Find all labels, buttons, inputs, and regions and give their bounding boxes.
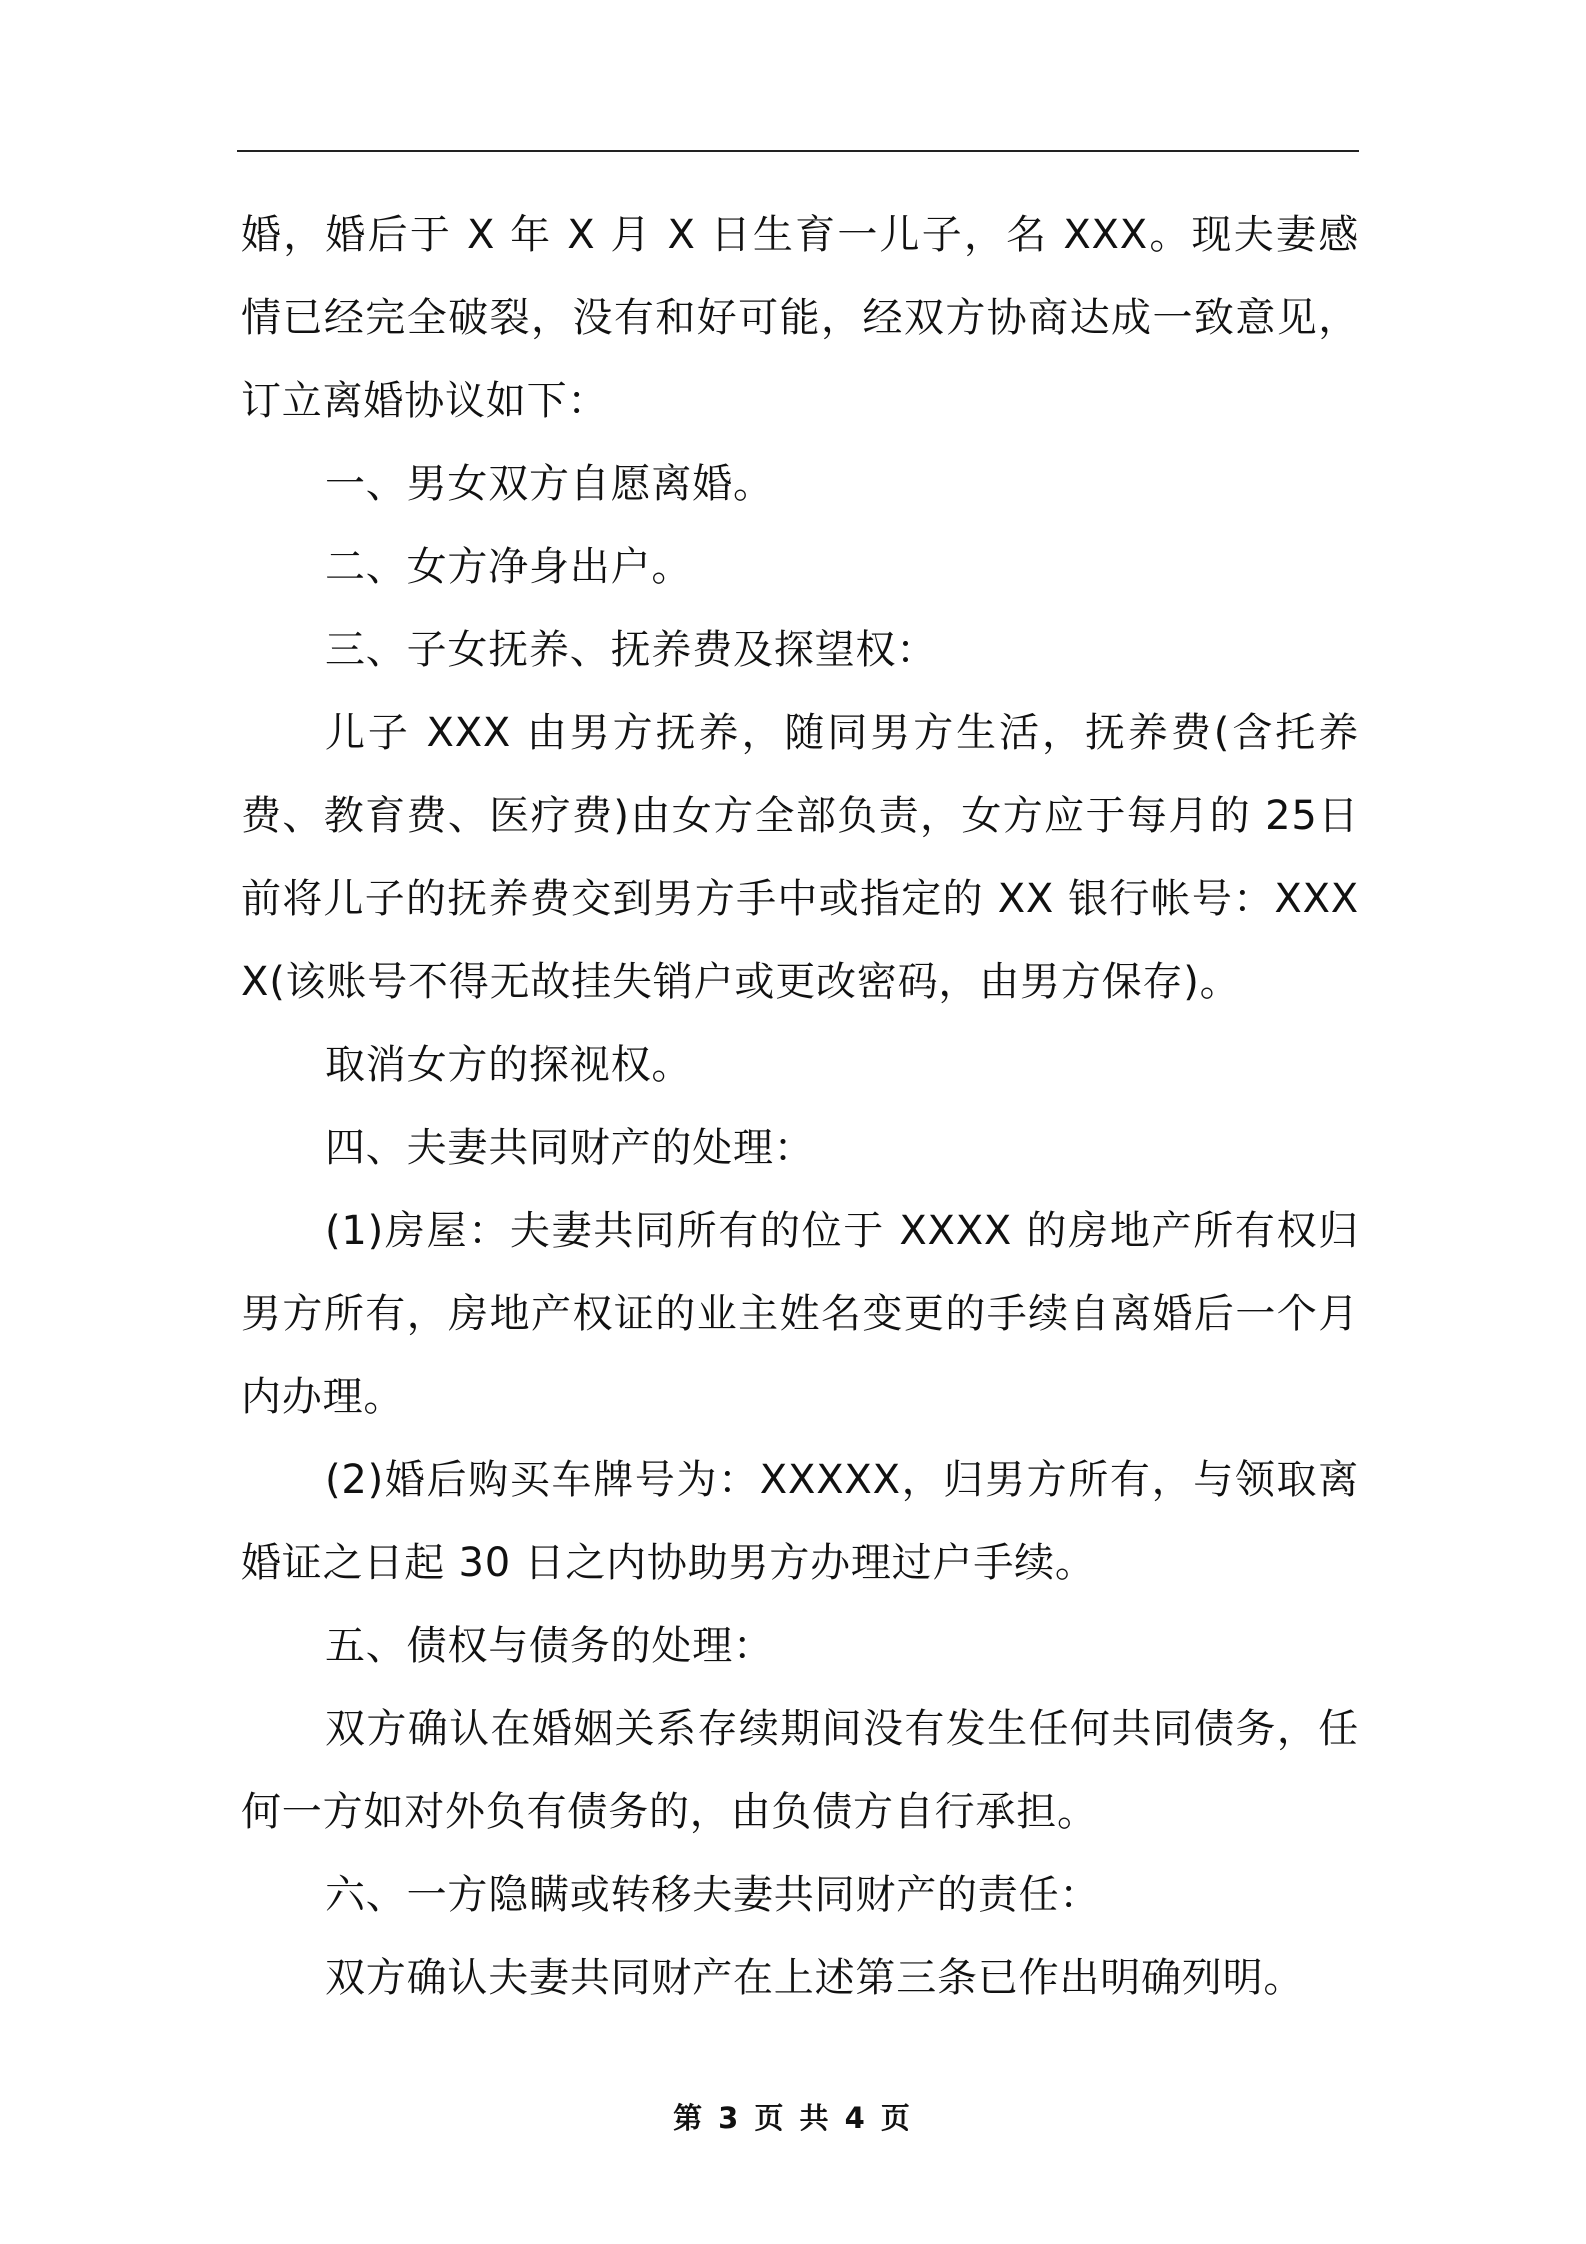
clause-3-visitation-paragraph: 取消女方的探视权。 [325, 1042, 693, 1088]
header-rule [237, 150, 1359, 152]
clause-6-property-paragraph: 双方确认夫妻共同财产在上述第三条已作出明确列明。 [325, 1955, 1305, 2001]
clause-3-heading: 三、子女抚养、抚养费及探望权： [325, 627, 937, 673]
clause-3-custody-paragraph: 儿子 XXX 由男方抚养，随同男方生活，抚养费(含托养费、教育费、医疗费)由女方全部负责，女方应于每月的 25日前将儿子的抚养费交到男方手中或指定的 XX 银行帐号：XXXX(该账号不得无故挂失销户或更改密码，由男方保存)。 [241, 710, 1359, 1005]
clause-4-heading: 四、夫妻共同财产的处理： [325, 1125, 815, 1171]
document-body [241, 194, 1359, 2020]
clause-4-vehicle-paragraph: (2)婚后购买车牌号为：XXXXX，归男方所有，与领取离婚证之日起 30 日之内协助男方办理过户手续。 [241, 1457, 1359, 1586]
clause-5-debt-paragraph: 双方确认在婚姻关系存续期间没有发生任何共同债务，任何一方如对外负有债务的，由负债方自行承担。 [241, 1706, 1359, 1835]
clause-5-heading: 五、债权与债务的处理： [325, 1623, 774, 1669]
clause-4-house-paragraph: (1)房屋：夫妻共同所有的位于 XXXX 的房地产所有权归男方所有，房地产权证的业主姓名变更的手续自离婚后一个月内办理。 [241, 1208, 1359, 1420]
page-number-footer: 第 3 页 共 4 页 [673, 2101, 913, 2135]
paragraph-intro: 婚，婚后于 X 年 X 月 X 日生育一儿子，名 XXX。现夫妻感情已经完全破裂，没有和好可能，经双方协商达成一致意见，订立离婚协议如下： [241, 212, 1359, 424]
clause-2-heading: 二、女方净身出户。 [325, 544, 693, 590]
clause-6-heading: 六、一方隐瞒或转移夫妻共同财产的责任： [325, 1872, 1101, 1918]
clause-1-heading: 一、男女双方自愿离婚。 [325, 461, 774, 507]
